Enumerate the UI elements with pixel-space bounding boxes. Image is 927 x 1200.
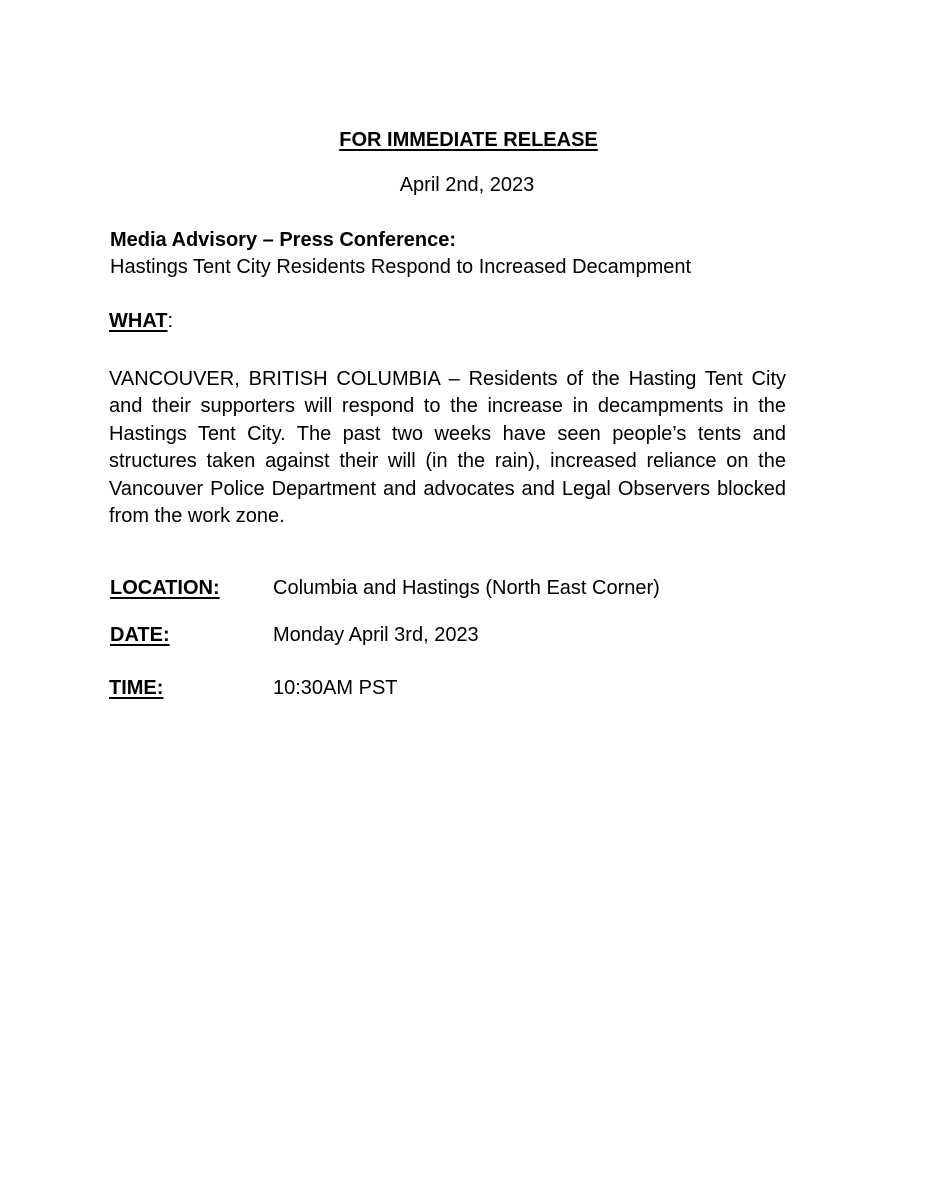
what-heading [109,308,173,334]
time-value: 10:30AM PST [273,677,398,699]
advisory-title: Media Advisory – Press Conference: [110,229,457,251]
release-date: April 2nd, 2023 [399,174,535,196]
location-label: LOCATION: [110,577,220,599]
what-colon: : [167,310,174,332]
release-label: FOR IMMEDIATE RELEASE [339,129,598,151]
time-label: TIME: [109,677,164,699]
advisory-block [110,227,810,281]
date-label: DATE: [110,624,170,646]
what-label: WHAT [109,310,168,332]
advisory-subtitle: Hastings Tent City Residents Respond to Increased Decampment [110,256,692,278]
date-value: Monday April 3rd, 2023 [273,624,479,646]
body-paragraph: VANCOUVER, BRITISH COLUMBIA – Residents of the Hasting Tent City and their supporters will respond to the increase in decampments in the Hastings Tent City. The past two weeks have seen people’s tents and structures taken against their will (in the rain), increased reliance on the Vancouver Police Department and advocates and Legal Observers blocked from the work zone. [109,368,786,528]
location-value: Columbia and Hastings (North East Corner) [273,577,660,599]
